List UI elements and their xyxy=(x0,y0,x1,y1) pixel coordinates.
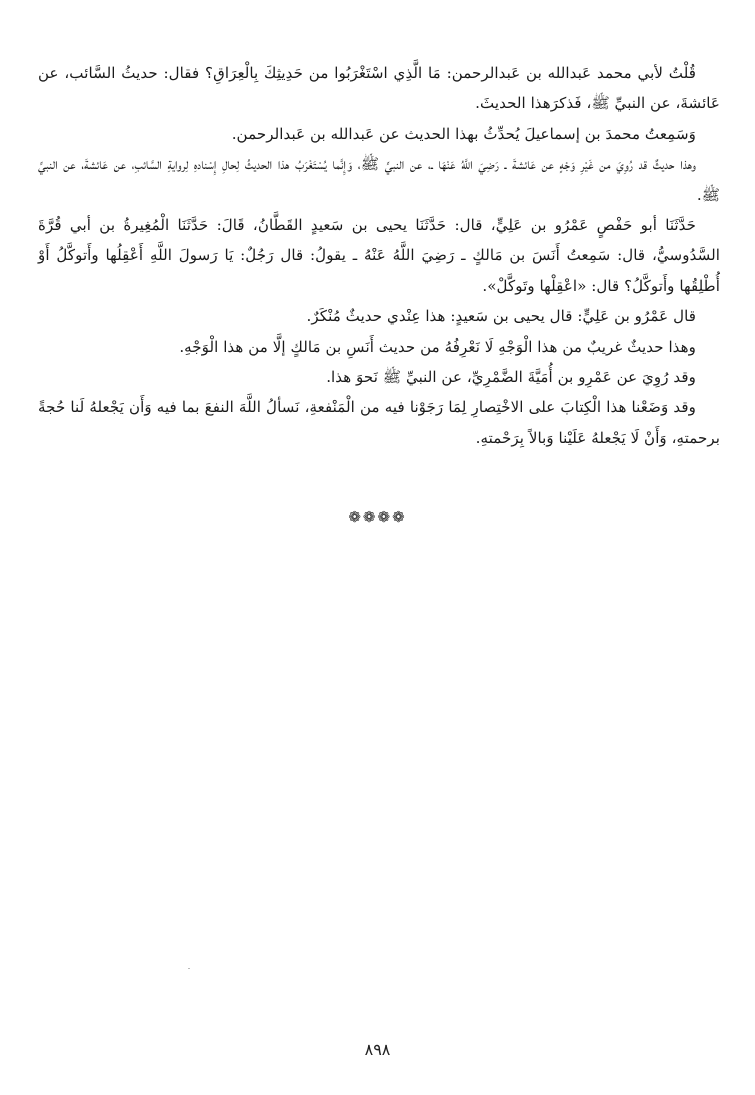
paragraph-gharib: وهذا حديثٌ غريبٌ من هذا الْوَجْهِ لَا نَعْرِفُهُ من حديث أَنَسِ بن مَالكٍ إلَّا من هذا الْوَجْهِ. xyxy=(179,337,696,356)
paragraph-closing-dua: وقد وَضَعْنا هذا الْكِتابَ على الاخْتِصارِ لِمَا رَجَوْنا فيه من الْمَنْفعةِ، نَسألُ اللَّهَ النفعَ بما فيه وَأَن يَجْعلهُ لَنا حُجةً برحمتهِ، وَأَنْ لَا يَجْعلهُ عَلَيْنا وَبالاً بِرَحْمتهِ. xyxy=(38,398,720,447)
paragraph-narrated-aisha: وهذا حديثٌ قد رُوِيَ من غَيْرِ وَجْهٍ عن عَائشةَ ـ رَضِيَ اللَّهُ عَنْهَا ـ، عن النبيِّ ﷺ، وَإِنَّما يُسْتَغْرَبُ هذا الحديثُ لِحالِ إِسْنادهِ لِروايةِ السَّائبِ، عن عَائشةَ، عن النبيِّ ﷺ. xyxy=(38,155,720,204)
paragraph-munkar: قال عَمْرُو بن عَلِيٍّ: قال يحيى بن سَعيدٍ: هذا عِنْدي حديثٌ مُنْكَرٌ. xyxy=(306,307,696,326)
paragraph-hadith-tie-camel: حَدَّثَنَا أبو حَفْصٍ عَمْرُو بن عَلِيٍّ، قال: حَدَّثَنَا يحيى بن سَعيدٍ القَطَّانُ، قَالَ: حَدَّثَنَا الْمُغِيرةُ بن أبي قُرَّةَ السَّدُوسيُّ، قال: سَمِعتُ أَنَسَ بن مَالكٍ ـ رَضِيَ اللَّهُ عَنْهُ ـ يقولُ: قال رَجُلٌ: يَا رَسولَ اللَّهِ أَعْقِلُها وأَتوكَّلُ أَوْ أُطْلِقُها وأَتوكَّلُ؟ قال: «اعْقِلْها وتَوكَّلْ». xyxy=(38,216,720,295)
paragraph-amr-ibn-umayya: وقد رُوِيَ عن عَمْرِو بن أُمَيَّةَ الضَّمْرِيِّ، عن النبيِّ ﷺ نَحوَ هذا. xyxy=(326,368,696,387)
main-text xyxy=(38,58,720,453)
page-number: ٨٩٨ xyxy=(364,1040,391,1059)
section-separator: ❁❁❁❁ xyxy=(348,508,407,526)
paragraph-heard-bukhari: وَسَمِعتُ محمدَ بن إسماعيلَ يُحدِّثُ بهذا الحديث عن عَبدالله بن عَبدالرحمن. xyxy=(231,124,696,143)
scan-speck xyxy=(188,968,190,969)
paragraph-question: قُلْتُ لأبي محمد عَبدالله بن عَبدالرحمن: مَا الَّذِي اسْتَغْرَبُوا من حَدِيثِكَ بِالْعِرَاقِ؟ فقال: حديثُ السَّائب، عن عَائشةَ، عن النبيِّ ﷺ، فَذكرَهذا الحديثَ. xyxy=(38,64,720,113)
